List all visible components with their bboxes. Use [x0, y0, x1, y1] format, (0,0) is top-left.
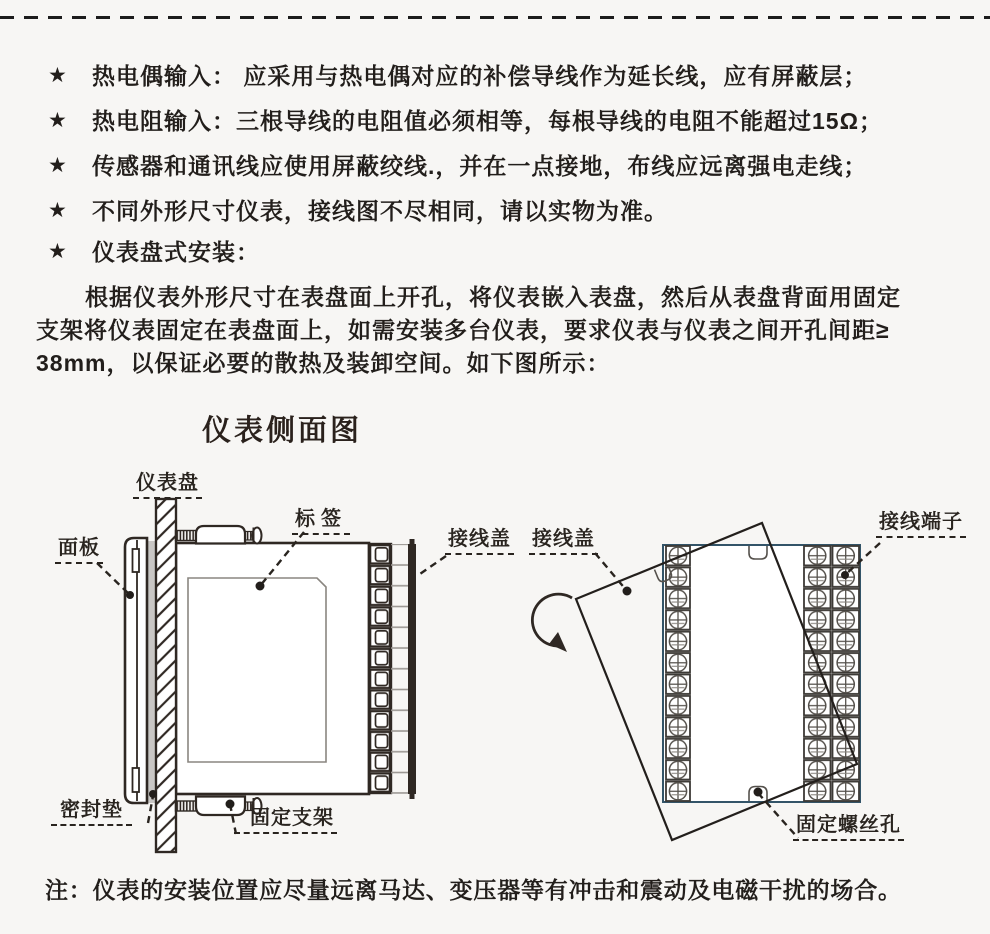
label-terminal-cover-rear: 接线盖 — [529, 529, 598, 555]
terminal-columns-right — [803, 545, 860, 802]
bullet-line — [48, 64, 867, 88]
terminal-ladder-lines — [391, 544, 408, 793]
label-terminal-cover-side: 接线盖 — [445, 529, 514, 555]
fixing-bracket-top — [176, 526, 262, 544]
rotation-arrow — [532, 594, 572, 652]
bullet-text: 不同外形尺寸仪表，接线图不尽相同，请以实物为准。 — [92, 198, 668, 224]
bullet-line — [48, 109, 883, 133]
terminal-strip — [369, 544, 391, 793]
side-view-diagram — [0, 455, 520, 855]
bullet-text: 热电偶输入： 应采用与热电偶对应的补偿导线作为延长线，应有屏蔽层； — [92, 63, 868, 89]
side-view-drawing — [0, 455, 520, 855]
figure-title: 仪表侧面图 — [202, 415, 363, 447]
star-bullet-icon: ★ — [48, 154, 67, 177]
mounting-panel — [156, 499, 176, 852]
instrument-body — [176, 543, 369, 794]
paragraph-line: 38mm，以保证必要的散热及装卸空间。如下图所示： — [36, 350, 611, 376]
star-bullet-icon: ★ — [48, 240, 67, 263]
star-bullet-icon: ★ — [48, 199, 67, 222]
bullet-text: 传感器和通讯线应使用屏蔽绞线.，并在一点接地，布线应远离强电走线； — [92, 153, 868, 179]
bullet-line — [48, 154, 867, 178]
page-top-dashed-border — [0, 16, 990, 19]
bullet-line — [48, 199, 668, 223]
bullet-text: 热电阻输入：三根导线的电阻值必须相等，每根导线的电阻不能超过15Ω； — [92, 108, 884, 134]
label-tag: 标签 — [292, 509, 350, 535]
bullet-line — [48, 240, 260, 264]
label-front-bezel: 面板 — [55, 538, 103, 564]
paragraph-line: 根据仪表外形尺寸在表盘面上开孔，将仪表嵌入表盘，然后从表盘背面用固定 — [85, 284, 901, 310]
seal-gasket-strip — [148, 541, 157, 803]
star-bullet-icon: ★ — [48, 109, 67, 132]
label-terminals: 接线端子 — [876, 512, 966, 538]
screw-hole-top — [749, 546, 767, 559]
label-fixing-screw-hole: 固定螺丝孔 — [793, 815, 904, 841]
front-bezel — [125, 538, 147, 803]
label-instrument-panel: 仪表盘 — [133, 473, 202, 499]
terminal-column-left — [665, 545, 691, 802]
paragraph-line: 支架将仪表固定在表盘面上，如需安装多台仪表，要求仪表与仪表之间开孔间距≥ — [36, 317, 890, 343]
terminal-cover-bar — [408, 544, 416, 794]
label-seal-gasket: 密封垫 — [51, 800, 132, 826]
star-bullet-icon: ★ — [48, 64, 67, 87]
installation-paragraph — [36, 281, 966, 380]
label-fixing-bracket: 固定支架 — [234, 808, 337, 834]
bullet-text: 仪表盘式安装： — [92, 239, 260, 265]
installation-note: 注：仪表的安装位置应尽量远离马达、变压器等有冲击和震动及电磁干扰的场合。 — [45, 877, 902, 903]
